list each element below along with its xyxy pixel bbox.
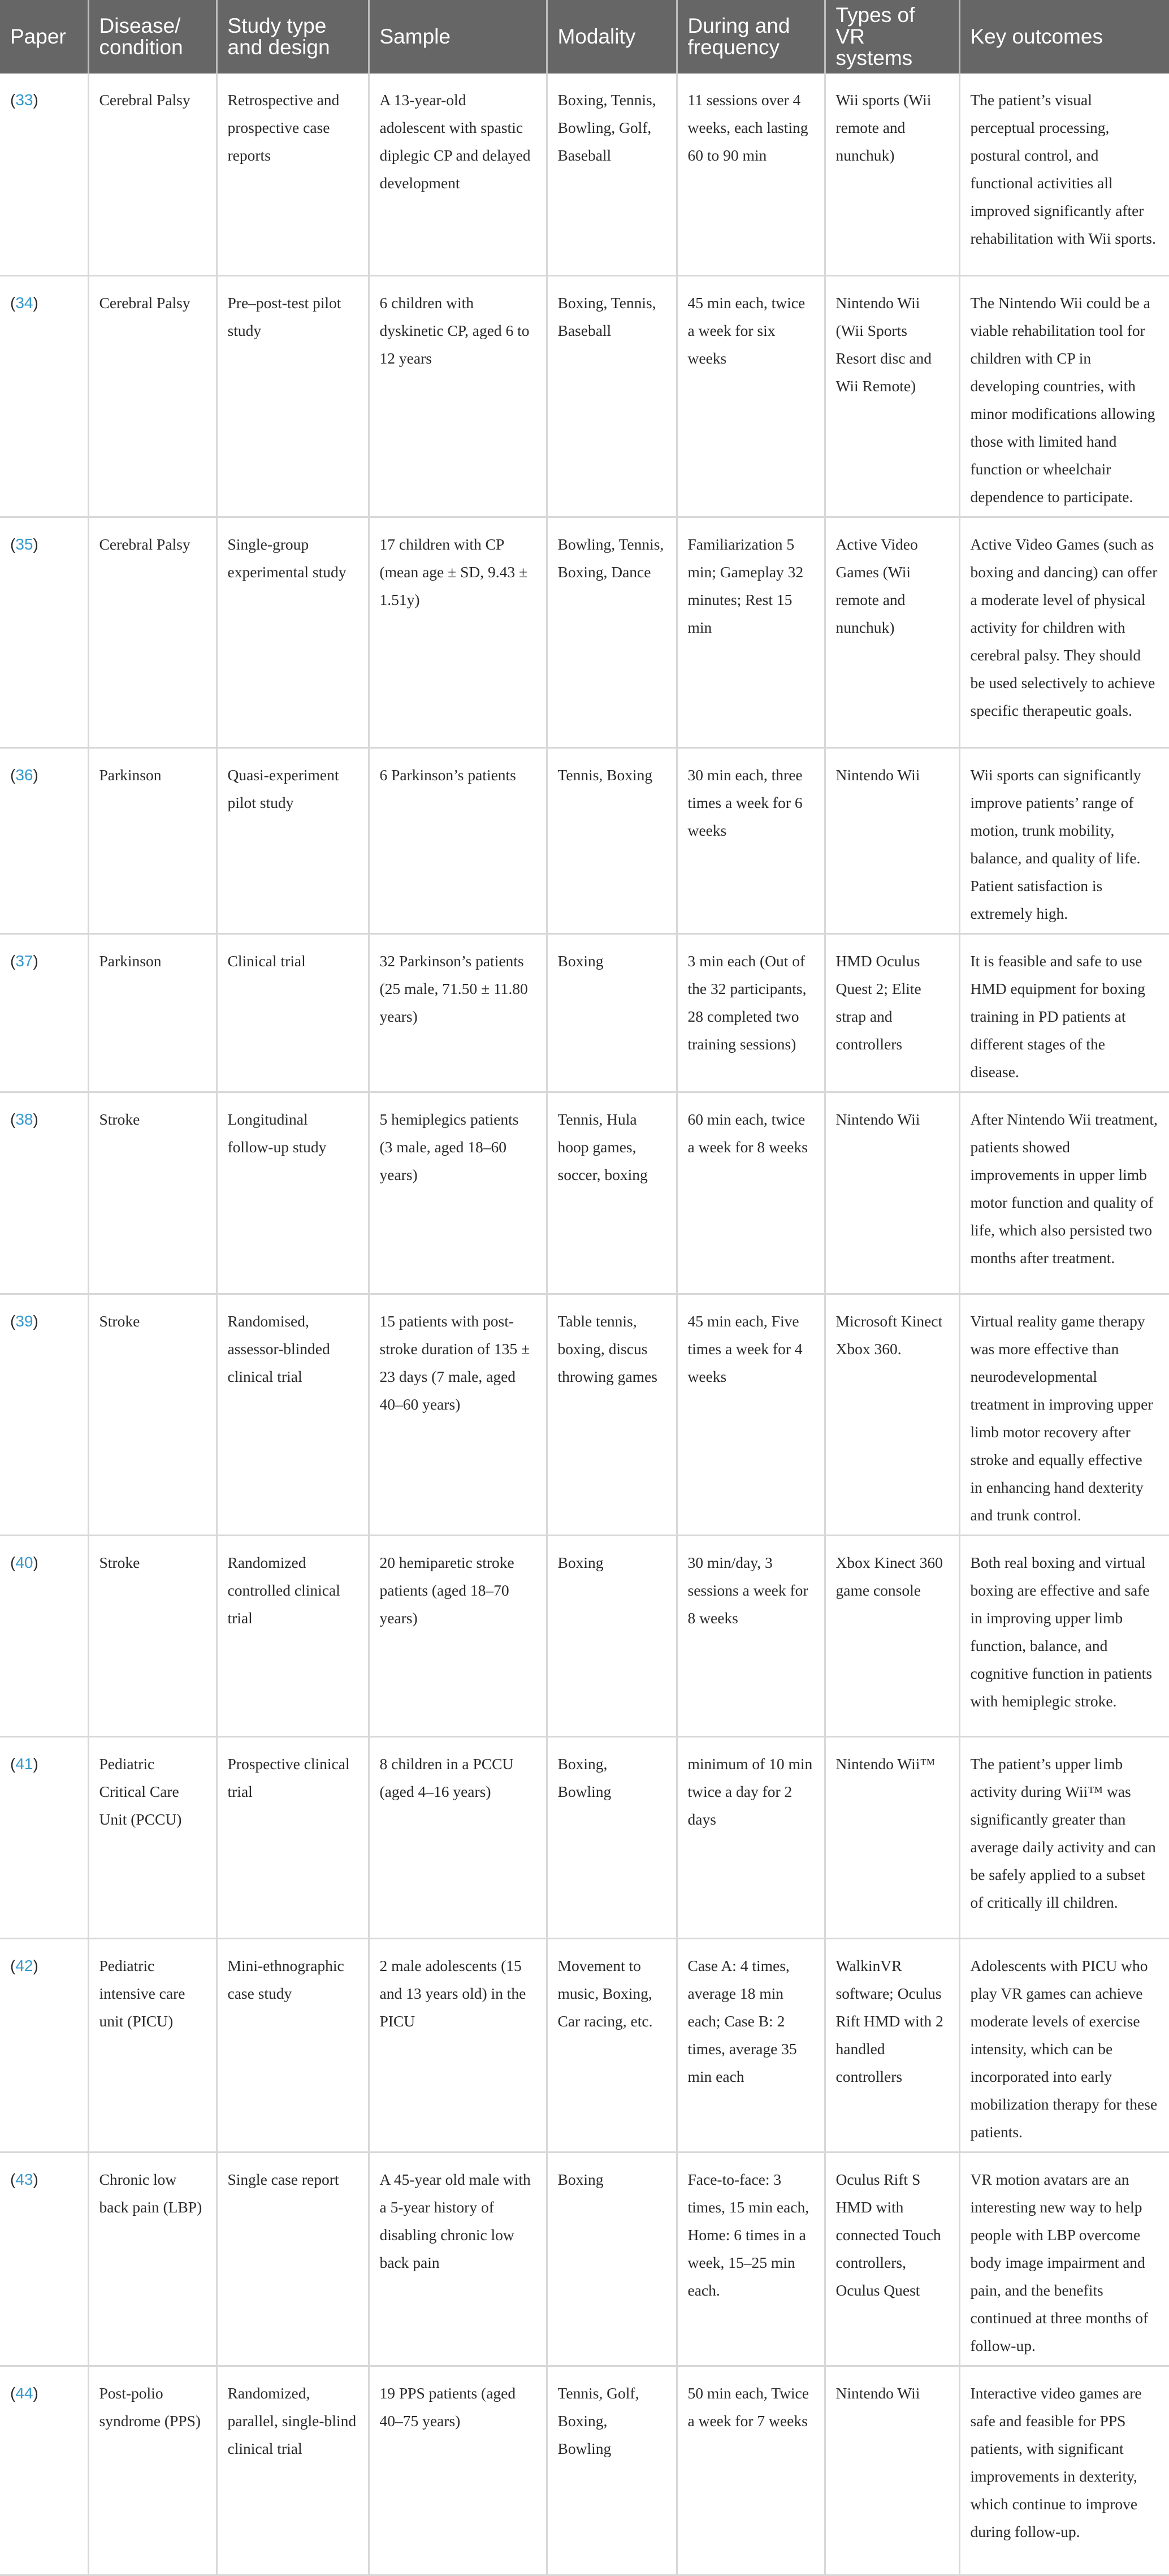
- frequency-cell: 3 min each (Out of the 32 participants, 28 completed two training sessions): [677, 933, 825, 1092]
- frequency-cell: 30 min each, three times a week for 6 weeks: [677, 747, 825, 933]
- sample-cell: 15 patients with post-stroke duration of 135 ± 23 days (7 male, aged 40–60 years): [369, 1294, 547, 1535]
- key-outcome-cell: Adolescents with PICU who play VR games can achieve moderate levels of exercise intensity, which can be incorporated into early mobilization therapy for these patients.: [959, 1938, 1169, 2152]
- sample-cell: 19 PPS patients (aged 40–75 years): [369, 2366, 547, 2575]
- paper-cell: (41): [0, 1736, 88, 1938]
- table-row: [0, 1092, 1169, 1294]
- sample-cell: 6 Parkinson’s patients: [369, 747, 547, 933]
- modality-cell: Tennis, Hula hoop games, soccer, boxing: [547, 1092, 677, 1294]
- table-row: [0, 1736, 1169, 1938]
- vr-systems-cell: Nintendo Wii (Wii Sports Resort disc and Wii Remote): [825, 275, 959, 517]
- table-header: [0, 0, 1169, 74]
- vr-systems-cell: Xbox Kinect 360 game console: [825, 1535, 959, 1736]
- condition-cell: Post-polio syndrome (PPS): [88, 2366, 217, 2575]
- paper-cell: (34): [0, 275, 88, 517]
- sample-cell: 2 male adolescents (15 and 13 years old) in the PICU: [369, 1938, 547, 2152]
- modality-cell: Boxing: [547, 933, 677, 1092]
- paper-cell: (37): [0, 933, 88, 1092]
- condition-cell: Pediatric Critical Care Unit (PCCU): [88, 1736, 217, 1938]
- sample-cell: A 13-year-old adolescent with spastic diplegic CP and delayed development: [369, 74, 547, 275]
- condition-cell: Pediatric intensive care unit (PICU): [88, 1938, 217, 2152]
- table-row: [0, 2366, 1169, 2575]
- header-row: [0, 0, 1169, 74]
- condition-cell: Chronic low back pain (LBP): [88, 2152, 217, 2366]
- study-type-cell: Randomised, assessor-blinded clinical trial: [217, 1294, 369, 1535]
- frequency-cell: 50 min each, Twice a week for 7 weeks: [677, 2366, 825, 2575]
- header-vr-systems: Types of VR systems: [825, 0, 959, 74]
- key-outcome-cell: Active Video Games (such as boxing and dancing) can offer a moderate level of physical activity for children with cerebral palsy. They should be used selectively to achieve specific therapeutic goals.: [959, 517, 1169, 747]
- table-row: [0, 2152, 1169, 2366]
- paper-cell: (39): [0, 1294, 88, 1535]
- condition-cell: Parkinson: [88, 933, 217, 1092]
- study-type-cell: Clinical trial: [217, 933, 369, 1092]
- table-row: [0, 933, 1169, 1092]
- condition-cell: Cerebral Palsy: [88, 74, 217, 275]
- sample-cell: A 45-year old male with a 5-year history of disabling chronic low back pain: [369, 2152, 547, 2366]
- sample-cell: 5 hemiplegics patients (3 male, aged 18–60 years): [369, 1092, 547, 1294]
- table-row: [0, 74, 1169, 275]
- key-outcome-cell: Both real boxing and virtual boxing are effective and safe in improving upper limb function, balance, and cognitive function in patients with hemiplegic stroke.: [959, 1535, 1169, 1736]
- paper-cell: (35): [0, 517, 88, 747]
- frequency-cell: Face-to-face: 3 times, 15 min each, Home: 6 times in a week, 15–25 min each.: [677, 2152, 825, 2366]
- study-type-cell: Longitudinal follow-up study: [217, 1092, 369, 1294]
- modality-cell: Boxing, Tennis, Baseball: [547, 275, 677, 517]
- key-outcome-cell: VR motion avatars are an interesting new way to help people with LBP overcome body image impairment and pain, and the benefits continued at three months of follow-up.: [959, 2152, 1169, 2366]
- frequency-cell: 60 min each, twice a week for 8 weeks: [677, 1092, 825, 1294]
- table-row: [0, 517, 1169, 747]
- study-type-cell: Prospective clinical trial: [217, 1736, 369, 1938]
- table-row: [0, 275, 1169, 517]
- key-outcome-cell: After Nintendo Wii treatment, patients showed improvements in upper limb motor function and quality of life, which also persisted two months after treatment.: [959, 1092, 1169, 1294]
- key-outcome-cell: The Nintendo Wii could be a viable rehabilitation tool for children with CP in developing countries, with minor modifications allowing those with limited hand function or wheelchair dependence to participate.: [959, 275, 1169, 517]
- header-paper: Paper: [0, 0, 88, 74]
- reference-link[interactable]: 35: [15, 535, 33, 553]
- modality-cell: Bowling, Tennis, Boxing, Dance: [547, 517, 677, 747]
- paper-cell: (42): [0, 1938, 88, 2152]
- vr-systems-cell: HMD Oculus Quest 2; Elite strap and controllers: [825, 933, 959, 1092]
- key-outcome-cell: It is feasible and safe to use HMD equipment for boxing training in PD patients at different stages of the disease.: [959, 933, 1169, 1092]
- vr-systems-cell: WalkinVR software; Oculus Rift HMD with 2 handled controllers: [825, 1938, 959, 2152]
- header-study-type: Study type and design: [217, 0, 369, 74]
- frequency-cell: 11 sessions over 4 weeks, each lasting 60 to 90 min: [677, 74, 825, 275]
- vr-systems-cell: Nintendo Wii™: [825, 1736, 959, 1938]
- key-outcome-cell: Virtual reality game therapy was more effective than neurodevelopmental treatment in improving upper limb motor recovery after stroke and equally effective in enhancing hand dexterity and trunk control.: [959, 1294, 1169, 1535]
- sample-cell: 32 Parkinson’s patients (25 male, 71.50 ± 11.80 years): [369, 933, 547, 1092]
- frequency-cell: 45 min each, Five times a week for 4 weeks: [677, 1294, 825, 1535]
- reference-link[interactable]: 44: [15, 2384, 33, 2402]
- condition-cell: Stroke: [88, 1092, 217, 1294]
- paper-cell: (33): [0, 74, 88, 275]
- vr-systems-cell: Oculus Rift S HMD with connected Touch controllers, Oculus Quest: [825, 2152, 959, 2366]
- frequency-cell: Case A: 4 times, average 18 min each; Case B: 2 times, average 35 min each: [677, 1938, 825, 2152]
- frequency-cell: minimum of 10 min twice a day for 2 days: [677, 1736, 825, 1938]
- reference-link[interactable]: 42: [15, 1956, 33, 1974]
- key-outcome-cell: The patient’s visual perceptual processing, postural control, and functional activities all improved significantly after rehabilitation with Wii sports.: [959, 74, 1169, 275]
- sample-cell: 8 children in a PCCU (aged 4–16 years): [369, 1736, 547, 1938]
- paper-cell: (44): [0, 2366, 88, 2575]
- paper-cell: (36): [0, 747, 88, 933]
- modality-cell: Boxing: [547, 1535, 677, 1736]
- modality-cell: Boxing: [547, 2152, 677, 2366]
- study-type-cell: Single-group experimental study: [217, 517, 369, 747]
- sample-cell: 17 children with CP (mean age ± SD, 9.43 ± 1.51y): [369, 517, 547, 747]
- vr-systems-cell: Active Video Games (Wii remote and nunchuk): [825, 517, 959, 747]
- condition-cell: Cerebral Palsy: [88, 275, 217, 517]
- paper-cell: (43): [0, 2152, 88, 2366]
- study-type-cell: Pre–post-test pilot study: [217, 275, 369, 517]
- header-modality: Modality: [547, 0, 677, 74]
- condition-cell: Stroke: [88, 1294, 217, 1535]
- condition-cell: Cerebral Palsy: [88, 517, 217, 747]
- table-row: [0, 1938, 1169, 2152]
- reference-link[interactable]: 36: [15, 766, 33, 784]
- frequency-cell: 30 min/day, 3 sessions a week for 8 weeks: [677, 1535, 825, 1736]
- key-outcome-cell: The patient’s upper limb activity during Wii™ was significantly greater than average daily activity and can be safely applied to a subset of critically ill children.: [959, 1736, 1169, 1938]
- table-row: [0, 1294, 1169, 1535]
- reference-link[interactable]: 43: [15, 2170, 33, 2188]
- frequency-cell: 45 min each, twice a week for six weeks: [677, 275, 825, 517]
- header-key-outcomes: Key outcomes: [959, 0, 1169, 74]
- key-outcome-cell: Interactive video games are safe and feasible for PPS patients, with significant improvements in dexterity, which continue to improve during follow-up.: [959, 2366, 1169, 2575]
- frequency-cell: Familiarization 5 min; Gameplay 32 minutes; Rest 15 min: [677, 517, 825, 747]
- vr-systems-cell: Nintendo Wii: [825, 2366, 959, 2575]
- vr-systems-cell: Nintendo Wii: [825, 747, 959, 933]
- condition-cell: Stroke: [88, 1535, 217, 1736]
- modality-cell: Table tennis, boxing, discus throwing games: [547, 1294, 677, 1535]
- modality-cell: Boxing, Tennis, Bowling, Golf, Baseball: [547, 74, 677, 275]
- modality-cell: Tennis, Boxing: [547, 747, 677, 933]
- reference-link[interactable]: 40: [15, 1553, 33, 1571]
- reference-link[interactable]: 41: [15, 1754, 33, 1773]
- reference-link[interactable]: 33: [15, 91, 33, 109]
- reference-link[interactable]: 39: [15, 1312, 33, 1330]
- vr-systems-cell: Microsoft Kinect Xbox 360.: [825, 1294, 959, 1535]
- study-type-cell: Mini-ethnographic case study: [217, 1938, 369, 2152]
- table-body: [0, 74, 1169, 2575]
- study-type-cell: Randomized controlled clinical trial: [217, 1535, 369, 1736]
- study-type-cell: Retrospective and prospective case reports: [217, 74, 369, 275]
- modality-cell: Movement to music, Boxing, Car racing, etc.: [547, 1938, 677, 2152]
- header-sample: Sample: [369, 0, 547, 74]
- sample-cell: 6 children with dyskinetic CP, aged 6 to 12 years: [369, 275, 547, 517]
- reference-link[interactable]: 34: [15, 293, 33, 312]
- vr-systems-cell: Nintendo Wii: [825, 1092, 959, 1294]
- modality-cell: Tennis, Golf, Boxing, Bowling: [547, 2366, 677, 2575]
- header-condition: Disease/ condition: [88, 0, 217, 74]
- study-type-cell: Single case report: [217, 2152, 369, 2366]
- paper-cell: (38): [0, 1092, 88, 1294]
- reference-link[interactable]: 38: [15, 1110, 33, 1128]
- study-type-cell: Randomized, parallel, single-blind clinical trial: [217, 2366, 369, 2575]
- study-type-cell: Quasi-experiment pilot study: [217, 747, 369, 933]
- table-row: [0, 1535, 1169, 1736]
- paper-cell: (40): [0, 1535, 88, 1736]
- sample-cell: 20 hemiparetic stroke patients (aged 18–70 years): [369, 1535, 547, 1736]
- modality-cell: Boxing, Bowling: [547, 1736, 677, 1938]
- header-frequency: During and frequency: [677, 0, 825, 74]
- vr-systems-cell: Wii sports (Wii remote and nunchuk): [825, 74, 959, 275]
- table-row: [0, 747, 1169, 933]
- condition-cell: Parkinson: [88, 747, 217, 933]
- key-outcome-cell: Wii sports can significantly improve patients’ range of motion, trunk mobility, balance, and quality of life. Patient satisfaction is extremely high.: [959, 747, 1169, 933]
- reference-link[interactable]: 37: [15, 952, 33, 970]
